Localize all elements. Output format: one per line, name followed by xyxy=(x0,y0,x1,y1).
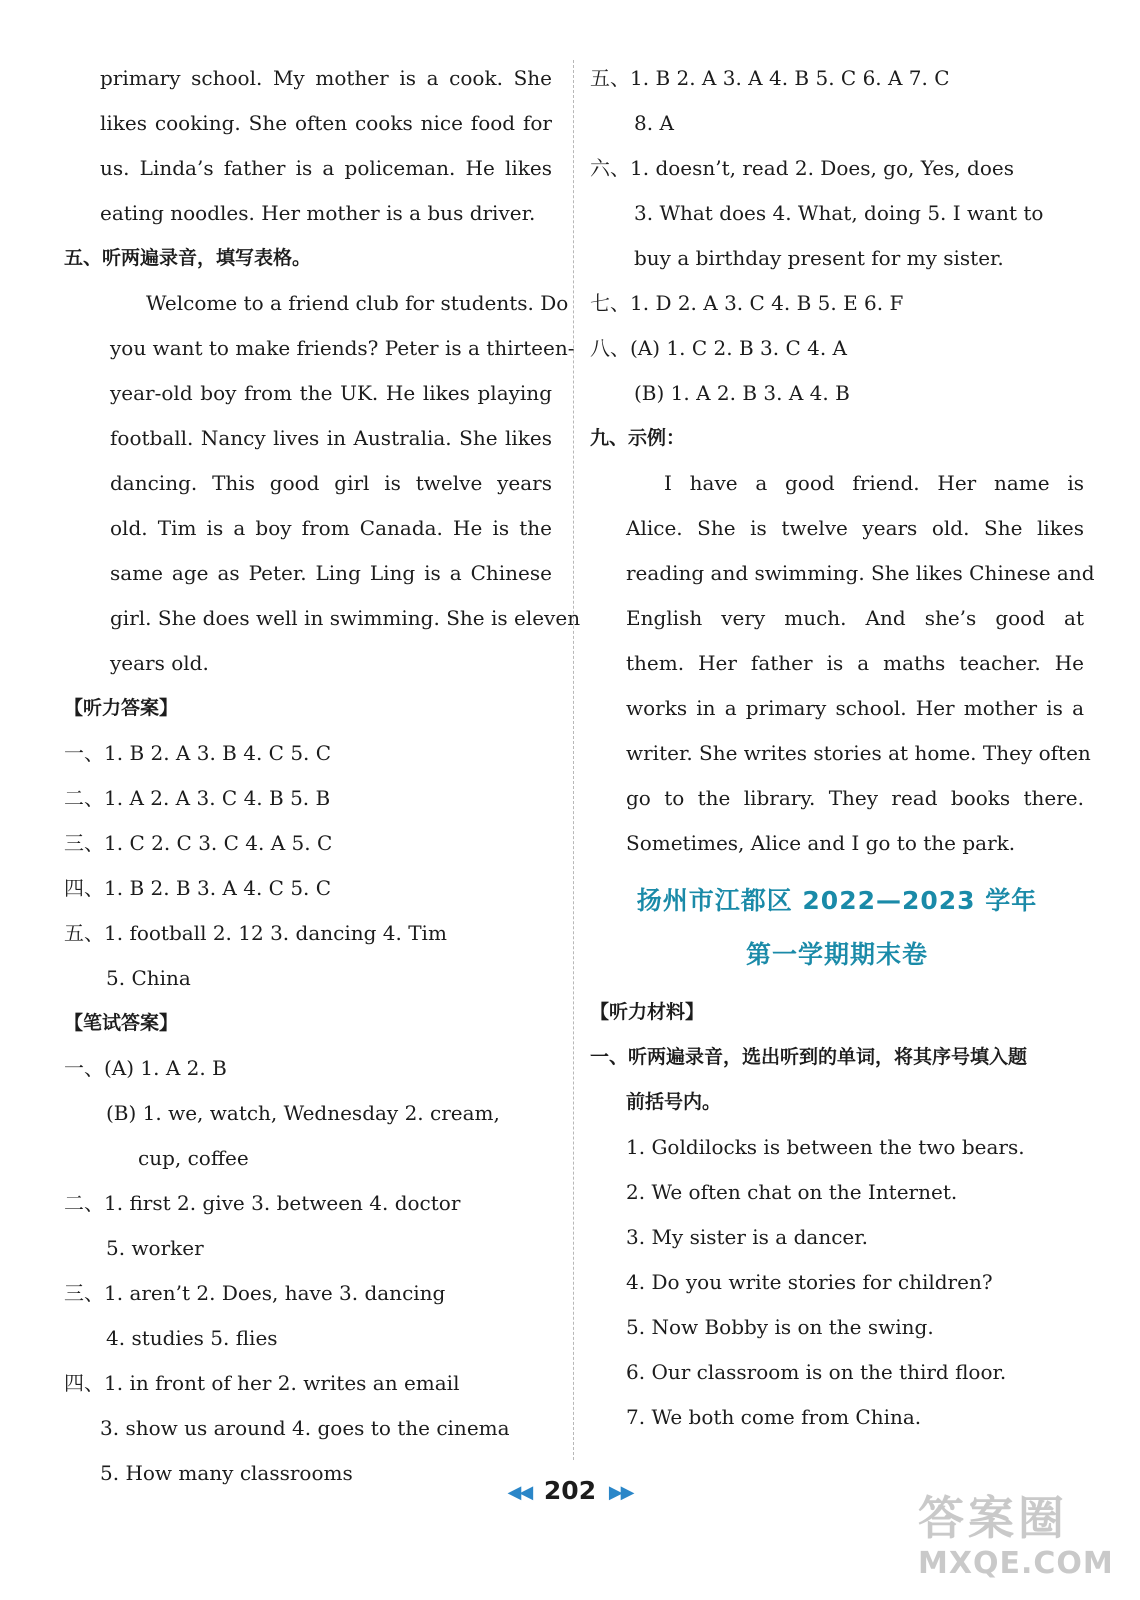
script-line: 7. We both come from China. xyxy=(626,1405,922,1429)
answer-line: 六、1. doesn’t, read 2. Does, go, Yes, does xyxy=(590,156,1014,180)
spacer xyxy=(590,866,1084,874)
script-line: 5. Now Bobby is on the swing. xyxy=(626,1315,934,1339)
answer-line: 八、(A) 1. C 2. B 3. C 4. A xyxy=(590,336,847,360)
text-line: them. Her father is a maths teacher. He xyxy=(626,651,1084,675)
spacer xyxy=(590,982,1084,990)
script-line: 6. Our classroom is on the third floor. xyxy=(626,1360,1007,1384)
text-line: English very much. And she’s good at xyxy=(626,606,1084,630)
text-line: reading and swimming. She likes Chinese and xyxy=(626,561,1095,585)
text-line: same age as Peter. Ling Ling is a Chinese xyxy=(110,561,552,585)
section-subtitle: 第一学期期末卷 xyxy=(745,940,928,969)
section-heading: 【笔试答案】 xyxy=(64,1012,179,1034)
answer-line: (B) 1. we, watch, Wednesday 2. cream, xyxy=(106,1101,500,1125)
answer-line: cup, coffee xyxy=(138,1146,249,1170)
text-line: football. Nancy lives in Australia. She likes xyxy=(110,426,552,450)
text-line: go to the library. They read books there. xyxy=(626,786,1084,810)
answer-line: 三、1. aren’t 2. Does, have 3. dancing xyxy=(64,1281,446,1305)
answer-line: 3. What does 4. What, doing 5. I want to xyxy=(634,201,1044,225)
text-line: works in a primary school. Her mother is a xyxy=(626,696,1084,720)
text-line: primary school. My mother is a cook. She xyxy=(100,66,552,90)
section-heading: 五、听两遍录音，填写表格。 xyxy=(64,247,312,269)
previous-page-arrow-icon[interactable]: ◀◀ xyxy=(507,1481,532,1503)
column-divider xyxy=(573,60,574,1460)
text-line: likes cooking. She often cooks nice food for xyxy=(100,111,552,135)
text-line: Sometimes, Alice and I go to the park. xyxy=(626,831,1016,855)
text-line: Alice. She is twelve years old. She likes xyxy=(626,516,1084,540)
answer-line: 五、1. B 2. A 3. A 4. B 5. C 6. A 7. C xyxy=(590,66,950,90)
answer-line: 二、1. A 2. A 3. C 4. B 5. B xyxy=(64,786,331,810)
script-line: 4. Do you write stories for children? xyxy=(626,1270,993,1294)
next-page-arrow-icon[interactable]: ▶▶ xyxy=(608,1481,633,1503)
watermark-logo xyxy=(918,1490,1114,1590)
answer-line: 3. show us around 4. goes to the cinema xyxy=(100,1416,510,1440)
section-title: 扬州市江都区 2022—2023 学年 xyxy=(636,886,1038,915)
section-heading: 九、示例： xyxy=(590,427,686,449)
script-line: 2. We often chat on the Internet. xyxy=(626,1180,958,1204)
left-column xyxy=(64,56,581,1496)
text-line: dancing. This good girl is twelve years xyxy=(110,471,552,495)
text-line: you want to make friends? Peter is a thirteen- xyxy=(110,336,575,360)
answer-line: 5. worker xyxy=(106,1236,204,1260)
script-line: 3. My sister is a dancer. xyxy=(626,1225,868,1249)
question-heading: 前括号内。 xyxy=(626,1091,722,1113)
answer-line: 三、1. C 2. C 3. C 4. A 5. C xyxy=(64,831,333,855)
text-line: year-old boy from the UK. He likes playing xyxy=(110,381,552,405)
answer-line: 5. How many classrooms xyxy=(100,1461,353,1485)
script-line: 1. Goldilocks is between the two bears. xyxy=(626,1135,1025,1159)
text-line: girl. She does well in swimming. She is eleven xyxy=(110,606,581,630)
answer-line: 五、1. football 2. 12 3. dancing 4. Tim xyxy=(64,921,447,945)
answer-line: 一、(A) 1. A 2. B xyxy=(64,1056,227,1080)
text-line: I have a good friend. Her name is xyxy=(664,471,1084,495)
answer-line: 5. China xyxy=(106,966,191,990)
right-column xyxy=(590,56,1095,1440)
section-heading: 【听力材料】 xyxy=(590,1001,705,1023)
answer-line: 二、1. first 2. give 3. between 4. doctor xyxy=(64,1191,461,1215)
answer-line: 四、1. in front of her 2. writes an email xyxy=(64,1371,460,1395)
answer-line: (B) 1. A 2. B 3. A 4. B xyxy=(634,381,850,405)
answer-line: 七、1. D 2. A 3. C 4. B 5. E 6. F xyxy=(590,291,904,315)
answer-line: 8. A xyxy=(634,111,674,135)
section-heading: 【听力答案】 xyxy=(64,697,179,719)
answer-line: 四、1. B 2. B 3. A 4. C 5. C xyxy=(64,876,332,900)
page-number: 202 xyxy=(543,1476,597,1505)
text-line: years old. xyxy=(110,651,209,675)
text-line: old. Tim is a boy from Canada. He is the xyxy=(110,516,552,540)
text-line: Welcome to a friend club for students. Do xyxy=(146,291,569,315)
text-line: eating noodles. Her mother is a bus driver. xyxy=(100,201,536,225)
answer-line: 一、1. B 2. A 3. B 4. C 5. C xyxy=(64,741,332,765)
text-line: us. Linda’s father is a policeman. He likes xyxy=(100,156,552,180)
question-heading: 一、听两遍录音，选出听到的单词，将其序号填入题 xyxy=(590,1046,1028,1068)
watermark-text: 答案圈 xyxy=(918,1491,1068,1545)
text-line: writer. She writes stories at home. They often xyxy=(626,741,1091,765)
answer-line: buy a birthday present for my sister. xyxy=(634,246,1004,270)
watermark-url: MXQE.COM xyxy=(918,1546,1114,1581)
answer-line: 4. studies 5. flies xyxy=(106,1326,278,1350)
